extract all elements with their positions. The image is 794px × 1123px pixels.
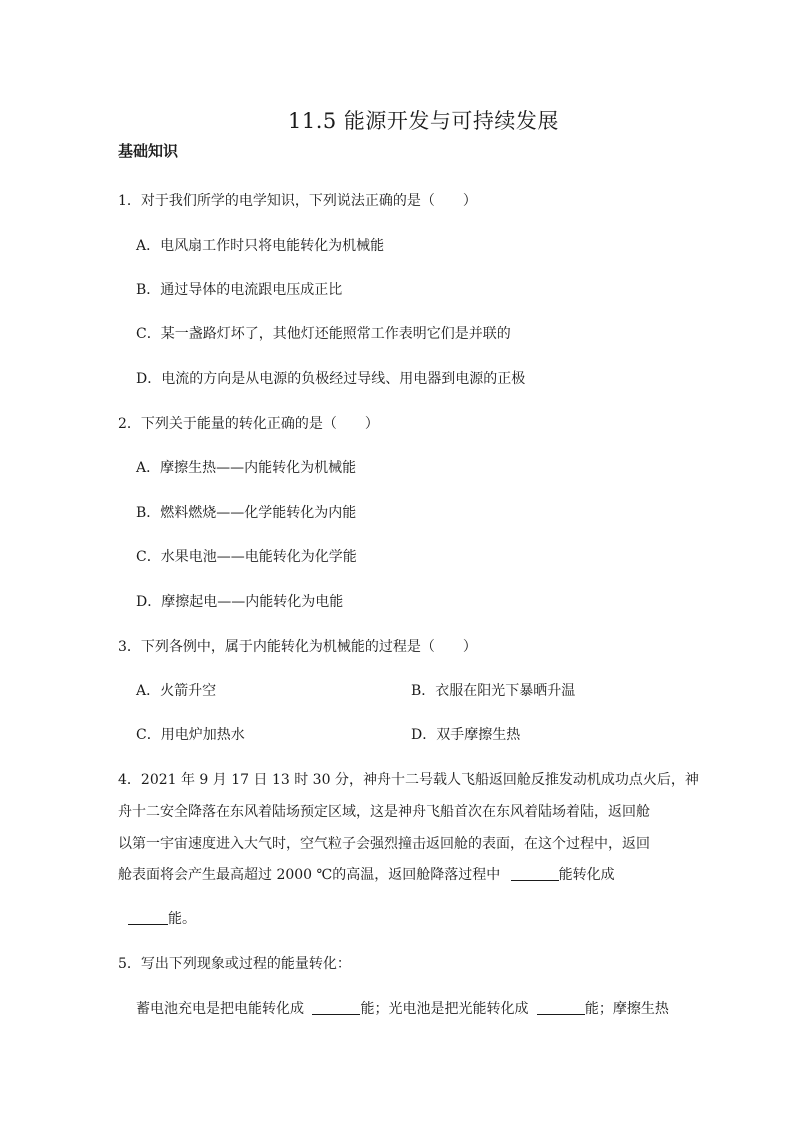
question-1-option-a: A．电风扇工作时只将电能转化为机械能 <box>136 238 385 254</box>
question-5-stem: 5．写出下列现象或过程的能量转化： <box>118 956 351 972</box>
question-4-line-5-text: 能。 <box>168 911 196 927</box>
question-5-part-3: 能；摩擦生热 <box>584 1001 669 1017</box>
question-4-line-2: 舟十二安全降落在东风着陆场预定区域，这是神舟飞船首次在东风着陆场着陆，返回舱 <box>118 804 650 820</box>
question-4-line-4-suffix: 能转化成 <box>558 867 615 883</box>
answer-blank-5b[interactable] <box>537 1000 585 1015</box>
question-1-option-b: B．通过导体的电流跟电压成正比 <box>136 282 343 298</box>
question-3-option-c: C．用电炉加热水 <box>136 727 245 743</box>
question-2-option-a: A．摩擦生热——内能转化为机械能 <box>136 460 357 476</box>
question-5-part-2: 能；光电池是把光能转化成 <box>360 1001 529 1017</box>
question-3-option-d: D．双手摩擦生热 <box>411 727 521 743</box>
question-2-option-c: C．水果电池——电能转化为化学能 <box>136 549 357 565</box>
answer-blank-4a[interactable] <box>511 866 559 881</box>
question-4-line-3: 以第一宇宙速度进入大气时，空气粒子会强烈撞击返回舱的表面，在这个过程中，返回 <box>118 836 650 852</box>
question-4-line-4 <box>118 864 676 884</box>
question-5-part-1: 蓄电池充电是把电能转化成 <box>136 1001 304 1017</box>
answer-blank-4b[interactable] <box>128 910 168 925</box>
question-4-line-5 <box>128 908 686 928</box>
question-2-stem: 2．下列关于能量的转化正确的是（ ） <box>118 416 379 432</box>
question-4-line-1: 4．2021 年 9 月 17 日 13 时 30 分，神舟十二号载人飞船返回舱反推发动机成功点火后，神 <box>118 772 699 788</box>
question-3-stem: 3．下列各例中，属于内能转化为机械能的过程是（ ） <box>118 639 477 655</box>
question-4-line-4-text: 舱表面将会产生最高超过 2000 ℃的高温，返回舱降落过程中 <box>118 867 501 883</box>
question-3-option-a: A．火箭升空 <box>136 683 217 699</box>
section-heading: 基础知识 <box>118 142 179 160</box>
question-1-stem: 1．对于我们所学的电学知识，下列说法正确的是（ ） <box>118 193 477 209</box>
question-2-option-d: D．摩擦起电——内能转化为电能 <box>136 594 344 610</box>
question-5-line-1 <box>136 998 694 1018</box>
question-1-option-c: C．某一盏路灯坏了，其他灯还能照常工作表明它们是并联的 <box>136 326 511 342</box>
question-1-option-d: D．电流的方向是从电源的负极经过导线、用电器到电源的正极 <box>136 371 526 387</box>
question-3-option-b: B．衣服在阳光下暴晒升温 <box>411 683 576 699</box>
page-title: 11.5 能源开发与可持续发展 <box>288 109 559 133</box>
answer-blank-5a[interactable] <box>312 1000 360 1015</box>
question-2-option-b: B．燃料燃烧——化学能转化为内能 <box>136 505 357 521</box>
